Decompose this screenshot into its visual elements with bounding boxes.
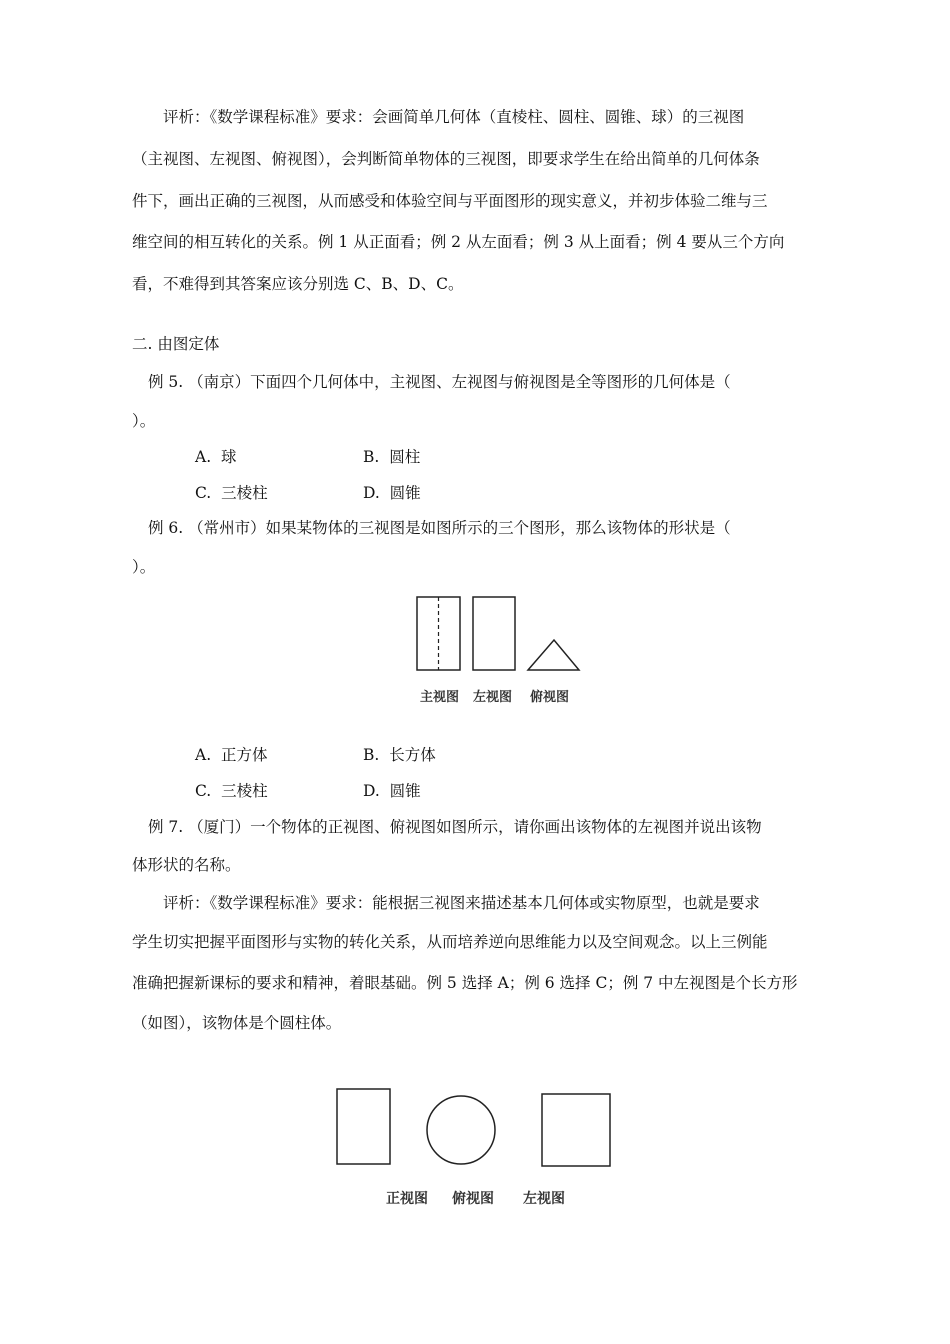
ex7-three-view-figure xyxy=(330,1080,630,1180)
review1-line-2: （主视图、左视图、俯视图），会判断简单物体的三视图，即要求学生在给出简单的几何体条 xyxy=(132,150,760,168)
ex7-label-front: 正视图 xyxy=(386,1191,428,1207)
ex6-line-1: 例 6. （常州市）如果某物体的三视图是如图所示的三个图形，那么该物体的形状是（ xyxy=(148,519,731,537)
ex6-line-2: ）。 xyxy=(132,558,156,576)
review2-line-2: 学生切实把握平面图形与实物的转化关系，从而培养逆向思维能力以及空间观念。以上三例能 xyxy=(132,933,768,951)
review2-line-3: 准确把握新课标的要求和精神，着眼基础。例 5 选择 A；例 6 选择 C；例 7 中左视图是个长方形 xyxy=(132,974,798,992)
ex7-front-view-rect xyxy=(337,1089,390,1164)
ex5-option-b: B. 圆柱 xyxy=(363,448,421,466)
ex5-option-c: C. 三棱柱 xyxy=(195,484,268,502)
ex5-option-a: A. 球 xyxy=(195,448,237,466)
ex7-top-view-circle xyxy=(427,1096,495,1164)
ex5-option-d: D. 圆锥 xyxy=(363,484,421,502)
ex7-line-1: 例 7. （厦门）一个物体的正视图、俯视图如图所示，请你画出该物体的左视图并说出该物 xyxy=(148,818,762,836)
review1-line-4: 维空间的相互转化的关系。例 1 从正面看；例 2 从左面看；例 3 从上面看；例 4 要从三个方向 xyxy=(132,233,785,251)
section-heading: 二. 由图定体 xyxy=(132,335,220,353)
ex6-option-d: D. 圆锥 xyxy=(363,782,421,800)
ex7-line-2: 体形状的名称。 xyxy=(132,856,241,874)
ex6-label-left: 左视图 xyxy=(473,690,513,705)
ex6-option-c: C. 三棱柱 xyxy=(195,782,268,800)
ex6-label-top: 俯视图 xyxy=(530,690,570,705)
ex7-label-top: 俯视图 xyxy=(452,1191,494,1207)
review2-line-1: 评析：《数学课程标准》要求：能根据三视图来描述基本几何体或实物原型，也就是要求 xyxy=(163,894,760,912)
ex6-label-front: 主视图 xyxy=(420,690,460,705)
ex7-left-view-rect xyxy=(542,1094,610,1166)
ex6-option-b: B. 长方体 xyxy=(363,746,436,764)
review1-line-1: 评析：《数学课程标准》要求：会画简单几何体（直棱柱、圆柱、圆锥、球）的三视图 xyxy=(163,108,745,126)
ex7-label-left: 左视图 xyxy=(523,1191,565,1207)
review1-line-3: 件下，画出正确的三视图，从而感受和体验空间与平面图形的现实意义，并初步体验二维与三 xyxy=(132,192,768,210)
ex6-left-view-rect xyxy=(473,597,515,670)
ex6-three-view-figure xyxy=(410,590,590,680)
ex6-option-a: A. 正方体 xyxy=(195,746,268,764)
ex5-line-1: 例 5. （南京）下面四个几何体中，主视图、左视图与俯视图是全等图形的几何体是（ xyxy=(148,373,731,391)
ex5-line-2: ）。 xyxy=(132,412,156,430)
ex6-top-view-triangle xyxy=(528,640,579,670)
review1-line-5: 看，不难得到其答案应该分别选 C、B、D、C。 xyxy=(132,275,464,293)
review2-line-4: （如图），该物体是个圆柱体。 xyxy=(132,1014,342,1032)
